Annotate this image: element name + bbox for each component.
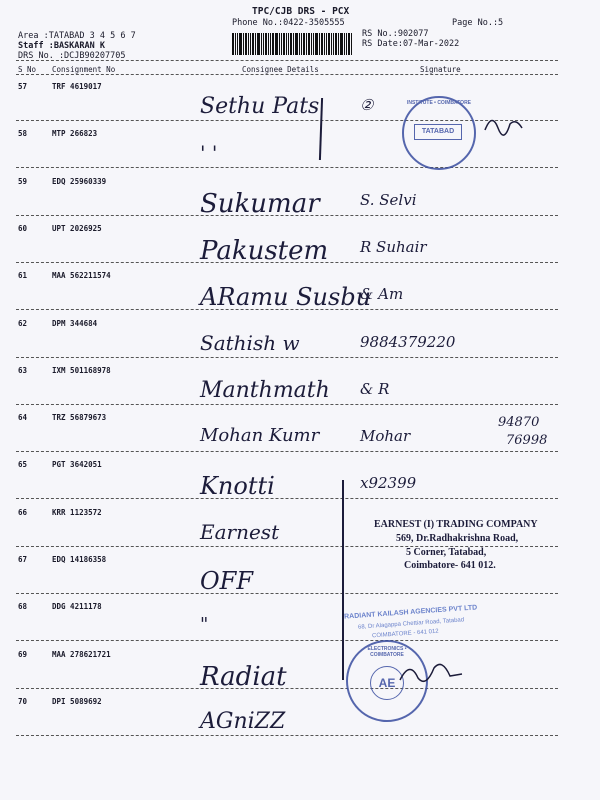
row-consignee-handwriting: Knotti — [200, 472, 275, 501]
barcode-bar — [346, 33, 347, 55]
barcode-bar — [265, 33, 267, 55]
row-consignment-number: UPT 2026925 — [52, 223, 102, 233]
barcode-bar — [283, 33, 285, 55]
row-consignee-handwriting: Manthmath — [200, 377, 330, 403]
row-serial-number: 67 — [18, 555, 28, 564]
row-consignment-number: TRZ 56879673 — [52, 413, 107, 423]
barcode-bar — [288, 33, 289, 55]
row-consignment-number: EDQ 25960339 — [52, 176, 107, 186]
row-consignee-handwriting: OFF — [200, 567, 253, 595]
header-divider-bottom — [16, 74, 558, 75]
column-consignment: Consignment No — [52, 65, 116, 74]
row-consignee-handwriting: AGniZZ — [200, 708, 286, 734]
barcode-bar — [272, 33, 274, 55]
barcode-bar — [301, 33, 302, 55]
barcode-bar — [348, 33, 350, 55]
drs-number: DRS No. :DCJB90207705 — [18, 51, 126, 61]
staff-label: Staff :BASKARAN K — [18, 41, 105, 51]
barcode-bar — [306, 33, 307, 55]
page-number: Page No.:5 — [452, 18, 504, 28]
earnest-address-1: 569, Dr.Radhakrishna Road, — [396, 533, 519, 544]
signature-scribble — [480, 110, 530, 140]
row-divider — [16, 451, 558, 452]
row-divider — [16, 498, 558, 499]
column-consignee-details: Consignee Details — [242, 65, 319, 74]
row-consignee-handwriting: Earnest — [200, 519, 280, 544]
handwritten-vertical-line — [342, 480, 344, 680]
barcode-bar — [303, 33, 305, 55]
row-divider — [16, 120, 558, 121]
barcode-bar — [237, 33, 238, 55]
row-consignee-handwriting: ARamu Susbu — [200, 283, 372, 312]
row-serial-number: 70 — [18, 696, 28, 706]
row-divider — [16, 593, 558, 594]
row-serial-number: 60 — [18, 223, 28, 233]
row-consignee-handwriting: Radiat — [200, 661, 287, 692]
barcode-bar — [293, 33, 294, 55]
barcode-bar — [344, 33, 345, 55]
row-consignment-number: MAA 278621721 — [52, 649, 111, 659]
barcode-bar — [324, 33, 325, 55]
earnest-company-name: EARNEST (I) TRADING COMPANY — [374, 519, 538, 530]
row-consignment-number: TRF 4619017 — [52, 82, 102, 91]
barcode-bar — [290, 33, 292, 55]
rs-number: RS No.:902077 — [362, 29, 429, 39]
barcode-bar — [252, 33, 254, 55]
row-consignment-number: MAA 562211574 — [52, 271, 111, 281]
row-serial-number: 64 — [18, 413, 28, 423]
barcode-bar — [286, 33, 287, 55]
row-serial-number: 62 — [18, 318, 28, 328]
barcode-bar — [275, 33, 278, 55]
row-signature-handwriting: Mohar — [360, 427, 411, 446]
row-consignee-handwriting: Sethu Pats — [200, 94, 320, 119]
rs-date: RS Date:07-Mar-2022 — [362, 39, 460, 49]
row-signature-handwriting: 9884379220 — [360, 332, 456, 351]
row-consignment-number: EDQ 14186358 — [52, 555, 107, 564]
row-serial-number: 61 — [18, 271, 28, 281]
radiant-company-name: RADIANT KAILASH AGENCIES PVT LTD — [343, 604, 478, 621]
row-serial-number: 63 — [18, 365, 28, 375]
row-serial-number: 66 — [18, 507, 28, 517]
row-serial-number: 57 — [18, 82, 28, 91]
row-signature-handwriting: ② — [360, 96, 374, 114]
row-consignee-handwriting: Sathish w — [200, 330, 300, 355]
barcode-bar — [313, 33, 314, 55]
barcode-bar — [281, 33, 282, 55]
barcode-bar — [319, 33, 320, 55]
row-consignee-handwriting: Sukumar — [200, 188, 320, 219]
barcode-bar — [326, 33, 327, 55]
row-consignee-handwriting: ' ' — [200, 141, 218, 166]
row-consignment-number: PGT 3642051 — [52, 460, 102, 470]
barcode-bar — [295, 33, 298, 55]
row-consignment-number: DPM 344684 — [52, 318, 98, 328]
barcode-bar — [333, 33, 334, 55]
document-title: TPC/CJB DRS - PCX — [252, 6, 350, 17]
row-divider — [16, 404, 558, 405]
header-divider-top — [16, 60, 558, 61]
barcode-bar — [311, 33, 312, 55]
row-signature-handwriting: S. Selvi — [360, 190, 417, 209]
barcode-bar — [338, 33, 339, 55]
earnest-address-2: 5 Corner, Tatabad, — [406, 547, 487, 558]
barcode-bar — [263, 33, 264, 55]
barcode-bar — [268, 33, 269, 55]
institute-stamp-ring-text: INSTITUTE • COIMBATORE — [406, 100, 472, 106]
barcode-bar — [328, 33, 330, 55]
row-divider — [16, 167, 558, 168]
electronics-stamp-center: AE — [370, 666, 404, 700]
row-consignee-handwriting: " — [200, 614, 209, 636]
column-signature: Signature — [420, 65, 461, 74]
signature-scribble-bottom — [396, 656, 466, 692]
row-consignment-number: KRR 1123572 — [52, 507, 102, 517]
row-consignment-number: DDG 4211178 — [52, 602, 102, 612]
column-sno: S No — [18, 65, 37, 74]
row-divider — [16, 640, 558, 641]
barcode-bar — [250, 33, 251, 55]
institute-stamp — [402, 96, 476, 170]
row-serial-number: 58 — [18, 129, 28, 139]
row-divider — [16, 215, 558, 216]
electronics-stamp-ring-text: ELECTRONICS • COIMBATORE — [367, 646, 407, 658]
barcode-bar — [261, 33, 262, 55]
barcode-bar — [321, 33, 323, 55]
phone-number: Phone No.:0422-3505555 — [232, 18, 345, 28]
row-consignment-number: MTP 266823 — [52, 129, 98, 139]
row-serial-number: 68 — [18, 602, 28, 612]
row-serial-number: 59 — [18, 176, 28, 186]
row-consignment-number: DPI 5089692 — [52, 696, 102, 706]
row-serial-number: 65 — [18, 460, 28, 470]
row-divider — [16, 262, 558, 263]
radiant-address-1: 68, Dr Alagappa Chettiar Road, Tatabad — [357, 617, 465, 631]
area-label: Area :TATABAD 3 4 5 6 7 — [18, 31, 136, 41]
row-signature-handwriting: & R — [360, 379, 390, 398]
earnest-address-3: Coimbatore- 641 012. — [404, 560, 496, 571]
row-divider — [16, 357, 558, 358]
row-phone-handwriting: 94870 — [498, 415, 540, 431]
row-consignee-handwriting: Pakustem — [200, 235, 329, 266]
barcode-bar — [340, 33, 343, 55]
barcode-bar — [351, 33, 352, 55]
row-serial-number: 69 — [18, 649, 28, 659]
radiant-address-2: COIMBATORE - 641 012 — [371, 628, 439, 640]
barcode-bar — [245, 33, 247, 55]
handwritten-divider — [319, 98, 323, 160]
institute-stamp-center: TATABAD — [414, 124, 462, 140]
row-divider — [16, 309, 558, 310]
row-divider — [16, 735, 558, 736]
barcode-bar — [279, 33, 280, 55]
barcode-bar — [257, 33, 260, 55]
row-signature-handwriting: & Am — [360, 285, 404, 304]
barcode-bar — [270, 33, 271, 55]
barcode-bar — [255, 33, 256, 55]
barcode-bar — [239, 33, 242, 55]
barcode-bar — [308, 33, 310, 55]
row-signature-handwriting: x92399 — [360, 474, 417, 493]
barcode-bar — [335, 33, 337, 55]
row-divider — [16, 688, 558, 689]
barcode-bar — [235, 33, 236, 55]
barcode-bar — [243, 33, 244, 55]
barcode-bar — [315, 33, 318, 55]
barcode-bar — [331, 33, 332, 55]
row-consignee-handwriting: Mohan Kumr — [200, 425, 320, 447]
row-signature-handwriting: R Suhair — [360, 237, 427, 256]
barcode-bar — [248, 33, 249, 55]
row-consignment-number: IXM 501168978 — [52, 365, 111, 375]
barcode-bar — [232, 33, 234, 55]
barcode-bar — [299, 33, 300, 55]
barcode — [232, 33, 354, 55]
row-phone-handwriting-2: 76998 — [506, 433, 548, 449]
